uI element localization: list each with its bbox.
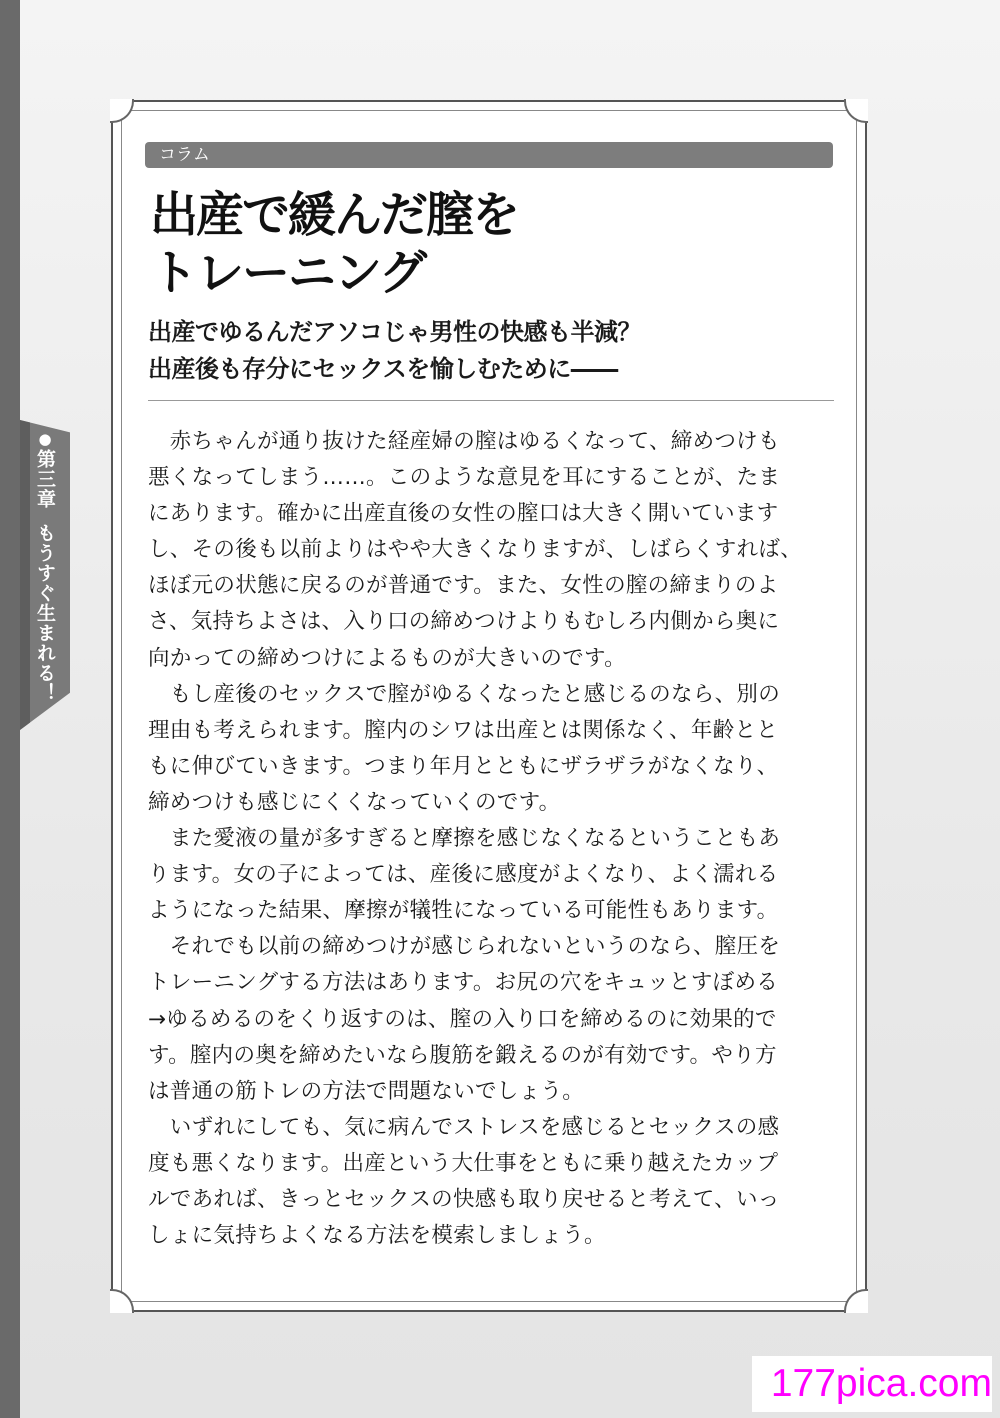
watermark: 177pica.com bbox=[752, 1356, 992, 1412]
body-line: ルであれば、きっとセックスの快感も取り戻せると考えて、いっ bbox=[148, 1186, 780, 1212]
body-line: 悪くなってしまう……。このような意見を耳にすることが、たま bbox=[148, 465, 781, 491]
subtitle-line: 出産でゆるんだアソコじゃ男性の快感も半減？ bbox=[148, 318, 642, 346]
body-line: し、その後も以前よりはやや大きくなりますが、しばらくすれば、 bbox=[148, 537, 803, 563]
body-line: 度も悪くなります。出産という大仕事をともに乗り越えたカップ bbox=[148, 1150, 779, 1176]
body-line: にあります。確かに出産直後の女性の膣口は大きく開いています bbox=[148, 501, 779, 527]
body-line: ようになった結果、摩擦が犠牲になっている可能性もあります。 bbox=[148, 898, 779, 924]
body-line: もし産後のセックスで膣がゆるくなったと感じるのなら、別の bbox=[148, 681, 780, 707]
page-edge-bar bbox=[0, 0, 20, 1418]
body-line: また愛液の量が多すぎると摩擦を感じなくなるということもあ bbox=[148, 826, 781, 852]
subtitle-line: 出産後も存分にセックスを愉しむために―― bbox=[148, 355, 618, 383]
article-title bbox=[150, 186, 850, 302]
body-line: 赤ちゃんが通り抜けた経産婦の膣はゆるくなって、締めつけも bbox=[148, 429, 780, 454]
column-label: コラム bbox=[145, 142, 833, 168]
bullet-icon: ● bbox=[36, 430, 54, 449]
chapter-tab-text bbox=[30, 430, 60, 720]
chapter-title: もうすぐ生まれる！ bbox=[34, 523, 56, 703]
chapter-number: 第三章 bbox=[34, 449, 56, 509]
body-line: いずれにしても、気に病んでストレスを感じるとセックスの感 bbox=[148, 1114, 780, 1140]
body-line: ります。女の子によっては、産後に感度がよくなり、よく濡れる bbox=[148, 862, 779, 888]
body-line: →ゆるめるのをくり返すのは、膣の入り口を締めるのに効果的で bbox=[148, 1006, 777, 1032]
body-line: 向かっての締めつけによるものが大きいのです。 bbox=[148, 645, 626, 671]
body-line: さ、気持ちよさは、入り口の締めつけよりもむしろ内側から奥に bbox=[148, 609, 780, 635]
body-line: は普通の筋トレの方法で問題ないでしょう。 bbox=[148, 1078, 585, 1104]
title-line: 出産で緩んだ膣を bbox=[150, 187, 519, 243]
title-line: トレーニング bbox=[150, 245, 426, 301]
body-line: す。膣内の奥を締めたいなら腹筋を鍛えるのが有効です。やり方 bbox=[148, 1042, 777, 1068]
body-line: それでも以前の締めつけが感じられないというのなら、膣圧を bbox=[148, 934, 781, 960]
article-subtitle bbox=[148, 314, 848, 388]
body-line: 理由も考えられます。膣内のシワは出産とは関係なく、年齢とと bbox=[148, 717, 779, 743]
body-line: ほぼ元の状態に戻るのが普通です。また、女性の膣の締まりのよ bbox=[148, 573, 779, 599]
divider bbox=[148, 400, 834, 401]
body-line: 締めつけも感じにくくなっていくのです。 bbox=[148, 789, 561, 815]
body-line: しょに気持ちよくなる方法を模索しましょう。 bbox=[148, 1223, 606, 1249]
body-line: もに伸びていきます。つまり年月とともにザラザラがなくなり、 bbox=[148, 753, 779, 779]
body-line: トレーニングする方法はあります。お尻の穴をキュッとすぼめる bbox=[148, 970, 779, 996]
article-body bbox=[148, 424, 838, 1254]
